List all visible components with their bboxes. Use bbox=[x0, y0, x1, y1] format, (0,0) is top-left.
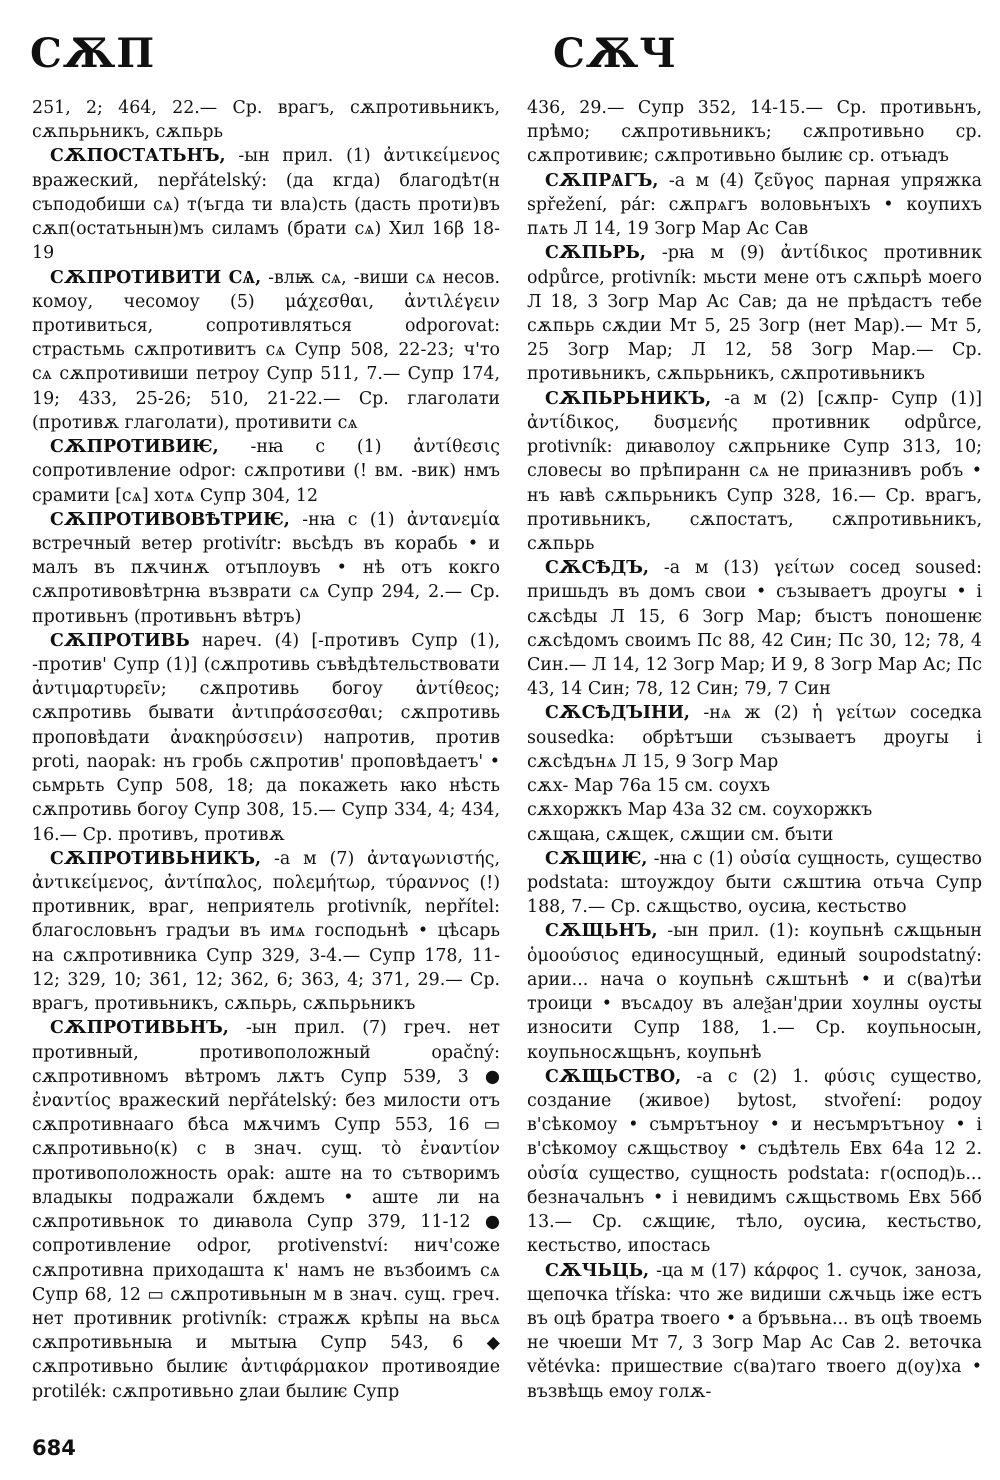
entry-text: -нꙗ с (1) οὐσία сущность, существо podstata: штоуждоу быти сѫштиꙗ отьча Супр 188, 7.— Ср. сѫщьство, оусиꙗ, кестьство bbox=[527, 848, 982, 918]
dictionary-entry bbox=[527, 1065, 982, 1259]
dictionary-entry bbox=[32, 96, 500, 144]
entry-headword: СѪЧЬЦЬ, bbox=[545, 1260, 650, 1281]
entry-text: -ын прил. (7) греч. нет противный, противоположный opačný: сѫпротивномъ вѣтромъ лѫтъ Супр 539, 3 ● ἐναντίος вражеский nepřátelský: без милости отъ сѫпротивнааго бѣса мѫчимъ Супр 553, 16 ▭ сѫпротивьно(к) с в знач. сущ. τὸ ἐναντίον противоположность opak: аште на то сътворимъ владыкы подражали бѫдемъ • аште ли на сѫпротивьнок то диꙗвола Супр 379, 11-12 ● сопротивление odpor, protivenství: нич'соже сѫпротивна приходашта к' намъ не възбоимъ сѧ Супр 68, 12 ▭ сѫпротивьнын м в знач. сущ. греч. нет противник protivník: стражѫ крѣпы на вьсѧ сѫпротивьныꙗ и мытыꙗ Супр 543, 6 ◆ сѫпротивьно былиѥ ἀντιφάρμακον противоядие protilék: сѫпротивьно ꙁлаи былиѥ Супр bbox=[32, 1018, 500, 1402]
dictionary-entry bbox=[32, 144, 500, 265]
dictionary-entry bbox=[527, 96, 982, 169]
entry-headword: СѪПОСТАТЬНЪ, bbox=[50, 146, 226, 167]
entry-text: -нꙗ с (1) ἀντανεμία встречный ветер protivítr: вьсѣдъ въ корабь • и малъ въ пѫчинѫ отъплоувъ • нѣ отъ кокго сѫпротивовѣтрнꙗ възврати сѧ Супр 294, 2.— Ср. противьнъ (противьнъ вѣтръ) bbox=[32, 509, 501, 627]
entry-headword: СѪЩЬСТВО, bbox=[545, 1066, 682, 1087]
right-column bbox=[527, 96, 982, 1404]
dictionary-entry bbox=[527, 823, 982, 847]
dictionary-entry bbox=[527, 701, 982, 774]
entry-text: -рꙗ м (9) ἀντίδικος противник odpůrce, protivník: мьсти мене отъ сѫпьрѣ моего Л 18, 3 Зогр Мар Ас Сав; да не прѣдастъ тебе сѫпьрь сѫдии Мт 5, 25 Зогр (нет Мар).— Мт 5, 25 Зогр Мар; Л 12, 58 Зогр Мар.— Ср. противьникъ, сѫпьрьникъ, сѫпротивьникъ bbox=[527, 243, 982, 385]
entry-headword: СѪПРОТИВЬ bbox=[50, 630, 190, 651]
dictionary-entry bbox=[32, 1016, 500, 1404]
page-number: 684 bbox=[32, 1436, 76, 1460]
entry-text: 436, 29.— Супр 352, 14-15.— Ср. противьнъ, прѣмо; сѫпротивьникъ; сѫпротивьно ср. сѫпротивиѥ; сѫпротивьно былиѥ ср. отъꙗдъ bbox=[527, 98, 982, 167]
entry-headword: СѪЩИѤ, bbox=[545, 848, 648, 869]
dictionary-entry bbox=[527, 847, 982, 920]
entry-text: -ын прил. (1) ἀντικείμενος вражеский, nepřátelský: (да кгда) благодѣт(н съподобиши сѧ) т(ъгда ти вла)сть (дасть проти)въ сѫп(остатьнын)мъ силамъ (брати сѧ) Хил 16β 18-19 bbox=[32, 146, 501, 264]
entry-text: 251, 2; 464, 22.— Ср. врагъ, сѫпротивьникъ, сѫпьрьникъ, сѫпьрь bbox=[32, 98, 500, 143]
entry-text: сѫщаꙗ, сѫщек, сѫщии см. бъıти bbox=[527, 824, 834, 845]
dictionary-entry bbox=[32, 435, 500, 508]
dictionary-entry bbox=[32, 266, 500, 436]
left-column bbox=[32, 96, 500, 1404]
dictionary-entry bbox=[527, 774, 982, 798]
entry-text: -а м (7) ἀνταγωνιστής, ἀντικείμενος, ἀντίπαλος, πολεμήτωρ, τύραννος (!) противник, враг, неприятель protivník, nepřítel: благословьнъ градъи въ имѧ господьнѣ • цѣсарь на сѫпротивника Супр 329, 3-4.— Супр 178, 11-12; 329, 10; 361, 12; 362, 6; 363, 4; 371, 29.— Ср. врагъ, противьникъ, сѫпьрь, сѫпьрьникъ bbox=[32, 848, 500, 1015]
entry-headword: СѪПРОТИВОВѢТРИѤ, bbox=[50, 509, 290, 530]
entry-headword: СѪСѢДЪ, bbox=[545, 558, 649, 579]
dictionary-entry bbox=[32, 629, 500, 847]
entry-text: -а с (2) 1. φύσις существо, создание (живое) bytost, stvoření: родоу в'сѣкомоу • съмрътъноу • и несъмрътъноу • і в'сѣкомоу сѫщьствоу • съдѣтель Евх 64а 12 2. οὐσία существо, сущность podstata: г(оспод)ь... безначальнъ • і невидимъ сѫщьствомь Евх 56б 13.— Ср. сѫщиѥ, тѣло, оусиꙗ, кестьство, кестьство, ипостась bbox=[527, 1066, 982, 1257]
dictionary-entry bbox=[32, 847, 500, 1017]
entry-headword: СѪПРОТИВЬНЪ, bbox=[50, 1018, 229, 1039]
dictionary-entry bbox=[527, 798, 982, 822]
entry-headword: СѪПРОТИВЬНИКЪ, bbox=[50, 848, 262, 869]
entry-text: -а м (13) γείτων сосед soused: пришьдъ въ домъ свои • съзываетъ дроугы • і сѫсѣды Л 15, 6 Зогр Мар; бъıстъ поношенѥ сѫсѣдомъ своимъ Пс 88, 42 Син; Пс 30, 12; 78, 4 Син.— Л 14, 12 Зогр Мар; И 9, 8 Зогр Мар Ас; Пс 43, 14 Син; 78, 12 Син; 79, 7 Син bbox=[527, 558, 982, 700]
entry-text: нареч. (4) [-противъ Супр (1), -против' Супр (1)] (сѫпротивь съвѣдѣтельствовати ἀντιμαρτυρεῖν; сѫпротивь богоу ἀντίθεος; сѫпротивь бывати ἀντιπράσσεσθαι; сѫпротивь проповѣдати ἀνακηρύσσειν) напротив, против proti, naopak: нъ гробь сѫпротив' проповѣдаетъ' • сьмрьть Супр 508, 18; да покажеть ꙗко нѣсть сѫпротивь богоу Супр 308, 15.— Супр 334, 4; 434, 16.— Ср. противъ, противѫ bbox=[32, 630, 501, 845]
entry-headword: СѪПРѦГЪ, bbox=[545, 170, 659, 191]
entry-headword: СѪЩЬНЪ, bbox=[545, 921, 658, 942]
dictionary-entry bbox=[527, 387, 982, 557]
entry-text: -ца м (17) κάρφος 1. сучок, заноза, щепочка tříska: что же видиши сѫчьць іже естъ въ оцѣ братра твоего • а бръвьна... въ оцѣ твоемь не чюеши Мт 7, 3 Зогр Мар Ас Сав 2. веточка větévka: пришествие с(ва)таго твоего д(оу)ха • възвѣщь емоу голѫ- bbox=[527, 1260, 982, 1402]
dictionary-entry bbox=[527, 556, 982, 701]
dictionary-entry bbox=[527, 241, 982, 386]
entry-text: сѫх- Мар 76а 15 см. соухъ bbox=[527, 776, 771, 797]
entry-text: -а м (4) ζεῦγος парная упряжка spřežení, pár: сѫпрѧгъ воловьнъıхъ • коупихъ пѧть Л 14, 19 Зогр Мар Ас Сав bbox=[527, 170, 983, 240]
dictionary-entry bbox=[32, 508, 500, 629]
entry-headword: СѪПРОТИВИТИ СѦ, bbox=[50, 267, 262, 288]
dictionary-entry bbox=[527, 1259, 982, 1404]
entry-headword: СѪПРОТИВИѤ, bbox=[50, 437, 219, 458]
running-head-right: СѪЧ bbox=[553, 30, 677, 77]
entry-text: -нꙗ с (1) ἀντίθεσις сопротивление odpor: сѫпротиви (! вм. -вик) нмъ срамити [сѧ] хотѧ Супр 304, 12 bbox=[32, 437, 500, 506]
entry-headword: СѪПЬРЬНИКЪ, bbox=[545, 388, 712, 409]
entry-text: -нѧ ж (2) ἡ γείτων соседка sousedka: обрѣтъши съзываетъ дроугы і сѫсѣдънѧ Л 15, 9 Зогр Мар bbox=[527, 703, 983, 772]
entry-headword: СѪСѢДЪІНИ, bbox=[545, 703, 690, 724]
entry-text: -а м (2) [сѫпр- Супр (1)] ἀντίδικος, δυσμενής противник odpůrce, protivník: диꙗволоу сѫпрьнике Супр 313, 10; словесы во прѣпиранн сѧ не приꙗзнивъ робъ • нъ ꙗвѣ сѫпьрьникъ Супр 328, 16.— Ср. врагъ, противьникъ, сѫпостатъ, сѫпротивьникъ, сѫпьрь bbox=[527, 388, 982, 554]
entry-text: сѫхоржкъ Мар 43а 32 см. соухоржкъ bbox=[527, 800, 873, 821]
entry-headword: СѪПЬРЬ, bbox=[545, 243, 646, 264]
dictionary-entry bbox=[527, 169, 982, 242]
entry-text: -влѭ сѧ, -виши сѧ несов. комоу, чесомоу (5) μάχεσθαι, ἀντιλέγειν противиться, сопротивляться odporovat: страстьмь сѫпротивитъ сѧ Супр 508, 22-23; ч'то сѧ сѫпротивиши петроу Супр 511, 7.— Супр 174, 19; 433, 25-26; 510, 21-22.— Ср. глаголати (противѫ глаголати), противити сѧ bbox=[32, 267, 500, 433]
dictionary-entry bbox=[527, 919, 982, 1064]
running-head-left: СѪП bbox=[30, 30, 156, 77]
entry-text: -ын прил. (1): коупьнѣ сѫщьнын ὁμοούσιος единосущный, единый soupodstatný: арии... нача о коупьнѣ сѫштьнѣ • и с(ва)тѣи троици • въсѧдоу въ алеѯан'дрии хоулны оусты износити Супр 188, 1.— Ср. коупьносын, коупьносѫщьнъ, коупьнѣ bbox=[527, 921, 982, 1063]
